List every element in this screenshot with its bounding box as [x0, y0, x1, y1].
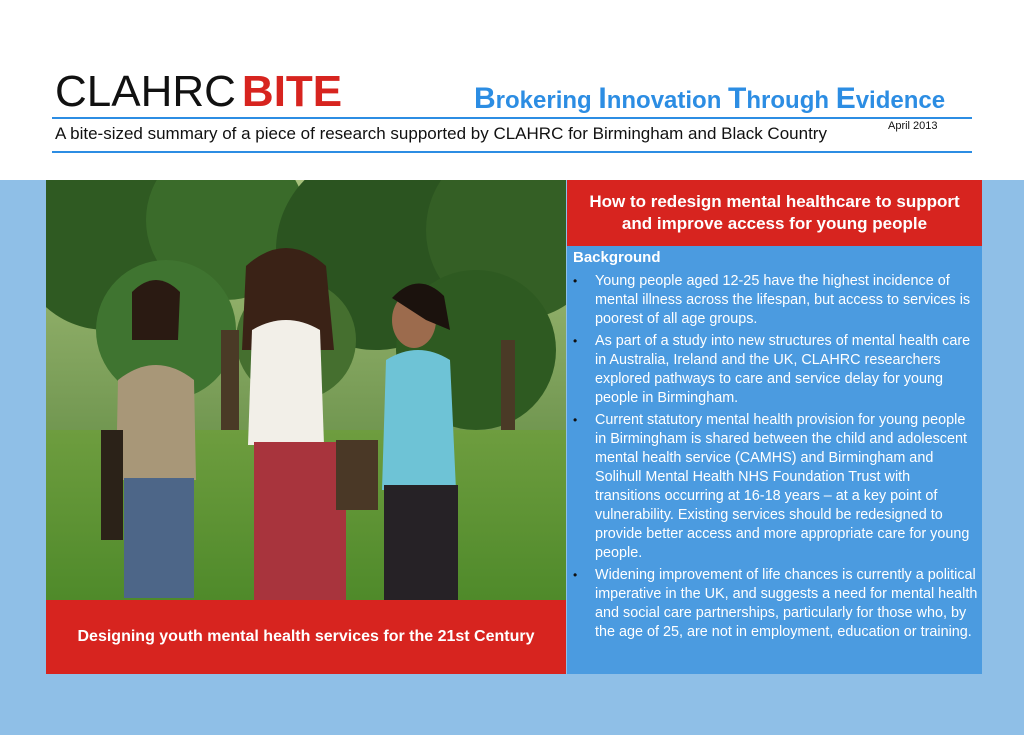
bullet-icon: •	[573, 568, 578, 582]
title-clahrc: CLAHRC	[55, 67, 236, 116]
tagline-rest-t: hrough	[746, 87, 836, 114]
list-item	[567, 411, 978, 563]
bullet-text: Current statutory mental health provision for young people in Birmingham is shared between the child and adolescent mental health service (CAMHS) and Birmingham and Solihull Mental Health NHS Foundation Trust with transitions occurring at 16-18 years – at a key point of vulnerability. Existing services should be redesigned to provide better access and more appropriate care for young people.	[595, 412, 970, 561]
bullet-text: As part of a study into new structures of mental health care in Australia, Ireland and the UK, CLAHRC researchers explored pathways to care and service delay for young people in Birmingham.	[595, 333, 971, 406]
tagline-cap-b: B	[474, 82, 496, 115]
report-title	[55, 66, 342, 118]
bullet-text: Young people aged 12-25 have the highest incidence of mental illness across the lifespan, but access to services is poorest of all age groups.	[595, 273, 971, 327]
list-item	[567, 566, 978, 642]
photo-caption: Designing youth mental health services for the 21st Century	[77, 628, 535, 645]
tagline	[474, 82, 945, 118]
tagline-rest-b: rokering	[495, 87, 599, 114]
subtitle: A bite-sized summary of a piece of research supported by CLAHRC for Birmingham and Black Country	[55, 124, 827, 143]
tagline-rest-e: vidence	[855, 87, 946, 114]
bullet-icon: •	[573, 413, 578, 427]
list-item	[567, 332, 978, 408]
list-item	[567, 272, 978, 329]
bullet-icon: •	[573, 274, 578, 288]
tagline-cap-e: E	[835, 82, 856, 115]
tagline-cap-t: T	[728, 82, 747, 115]
title-bite: BITE	[241, 67, 343, 116]
bullet-text: Widening improvement of life chances is currently a political imperative in the UK, and suggests a need for mental health and social care partnerships, particularly for those who, by the age of 25, are not in employment, education or training.	[595, 567, 978, 640]
header-rule-top	[52, 117, 972, 119]
header-rule-bottom	[52, 151, 972, 153]
info-heading-box	[567, 180, 982, 246]
three-young-women-walking-in-park-image	[46, 180, 566, 600]
tagline-rest-i: nnovation	[606, 87, 729, 114]
info-heading: How to redesign mental healthcare to support and improve access for young people	[589, 192, 960, 233]
tagline-cap-i: I	[598, 82, 607, 115]
page-header	[0, 0, 1024, 180]
photo-caption-box	[46, 600, 566, 674]
background-bullet-list	[567, 272, 978, 645]
publication-date: April 2013	[888, 120, 938, 132]
info-panel	[567, 246, 982, 674]
bullet-icon: •	[573, 334, 578, 348]
section-title-background: Background	[573, 249, 661, 266]
